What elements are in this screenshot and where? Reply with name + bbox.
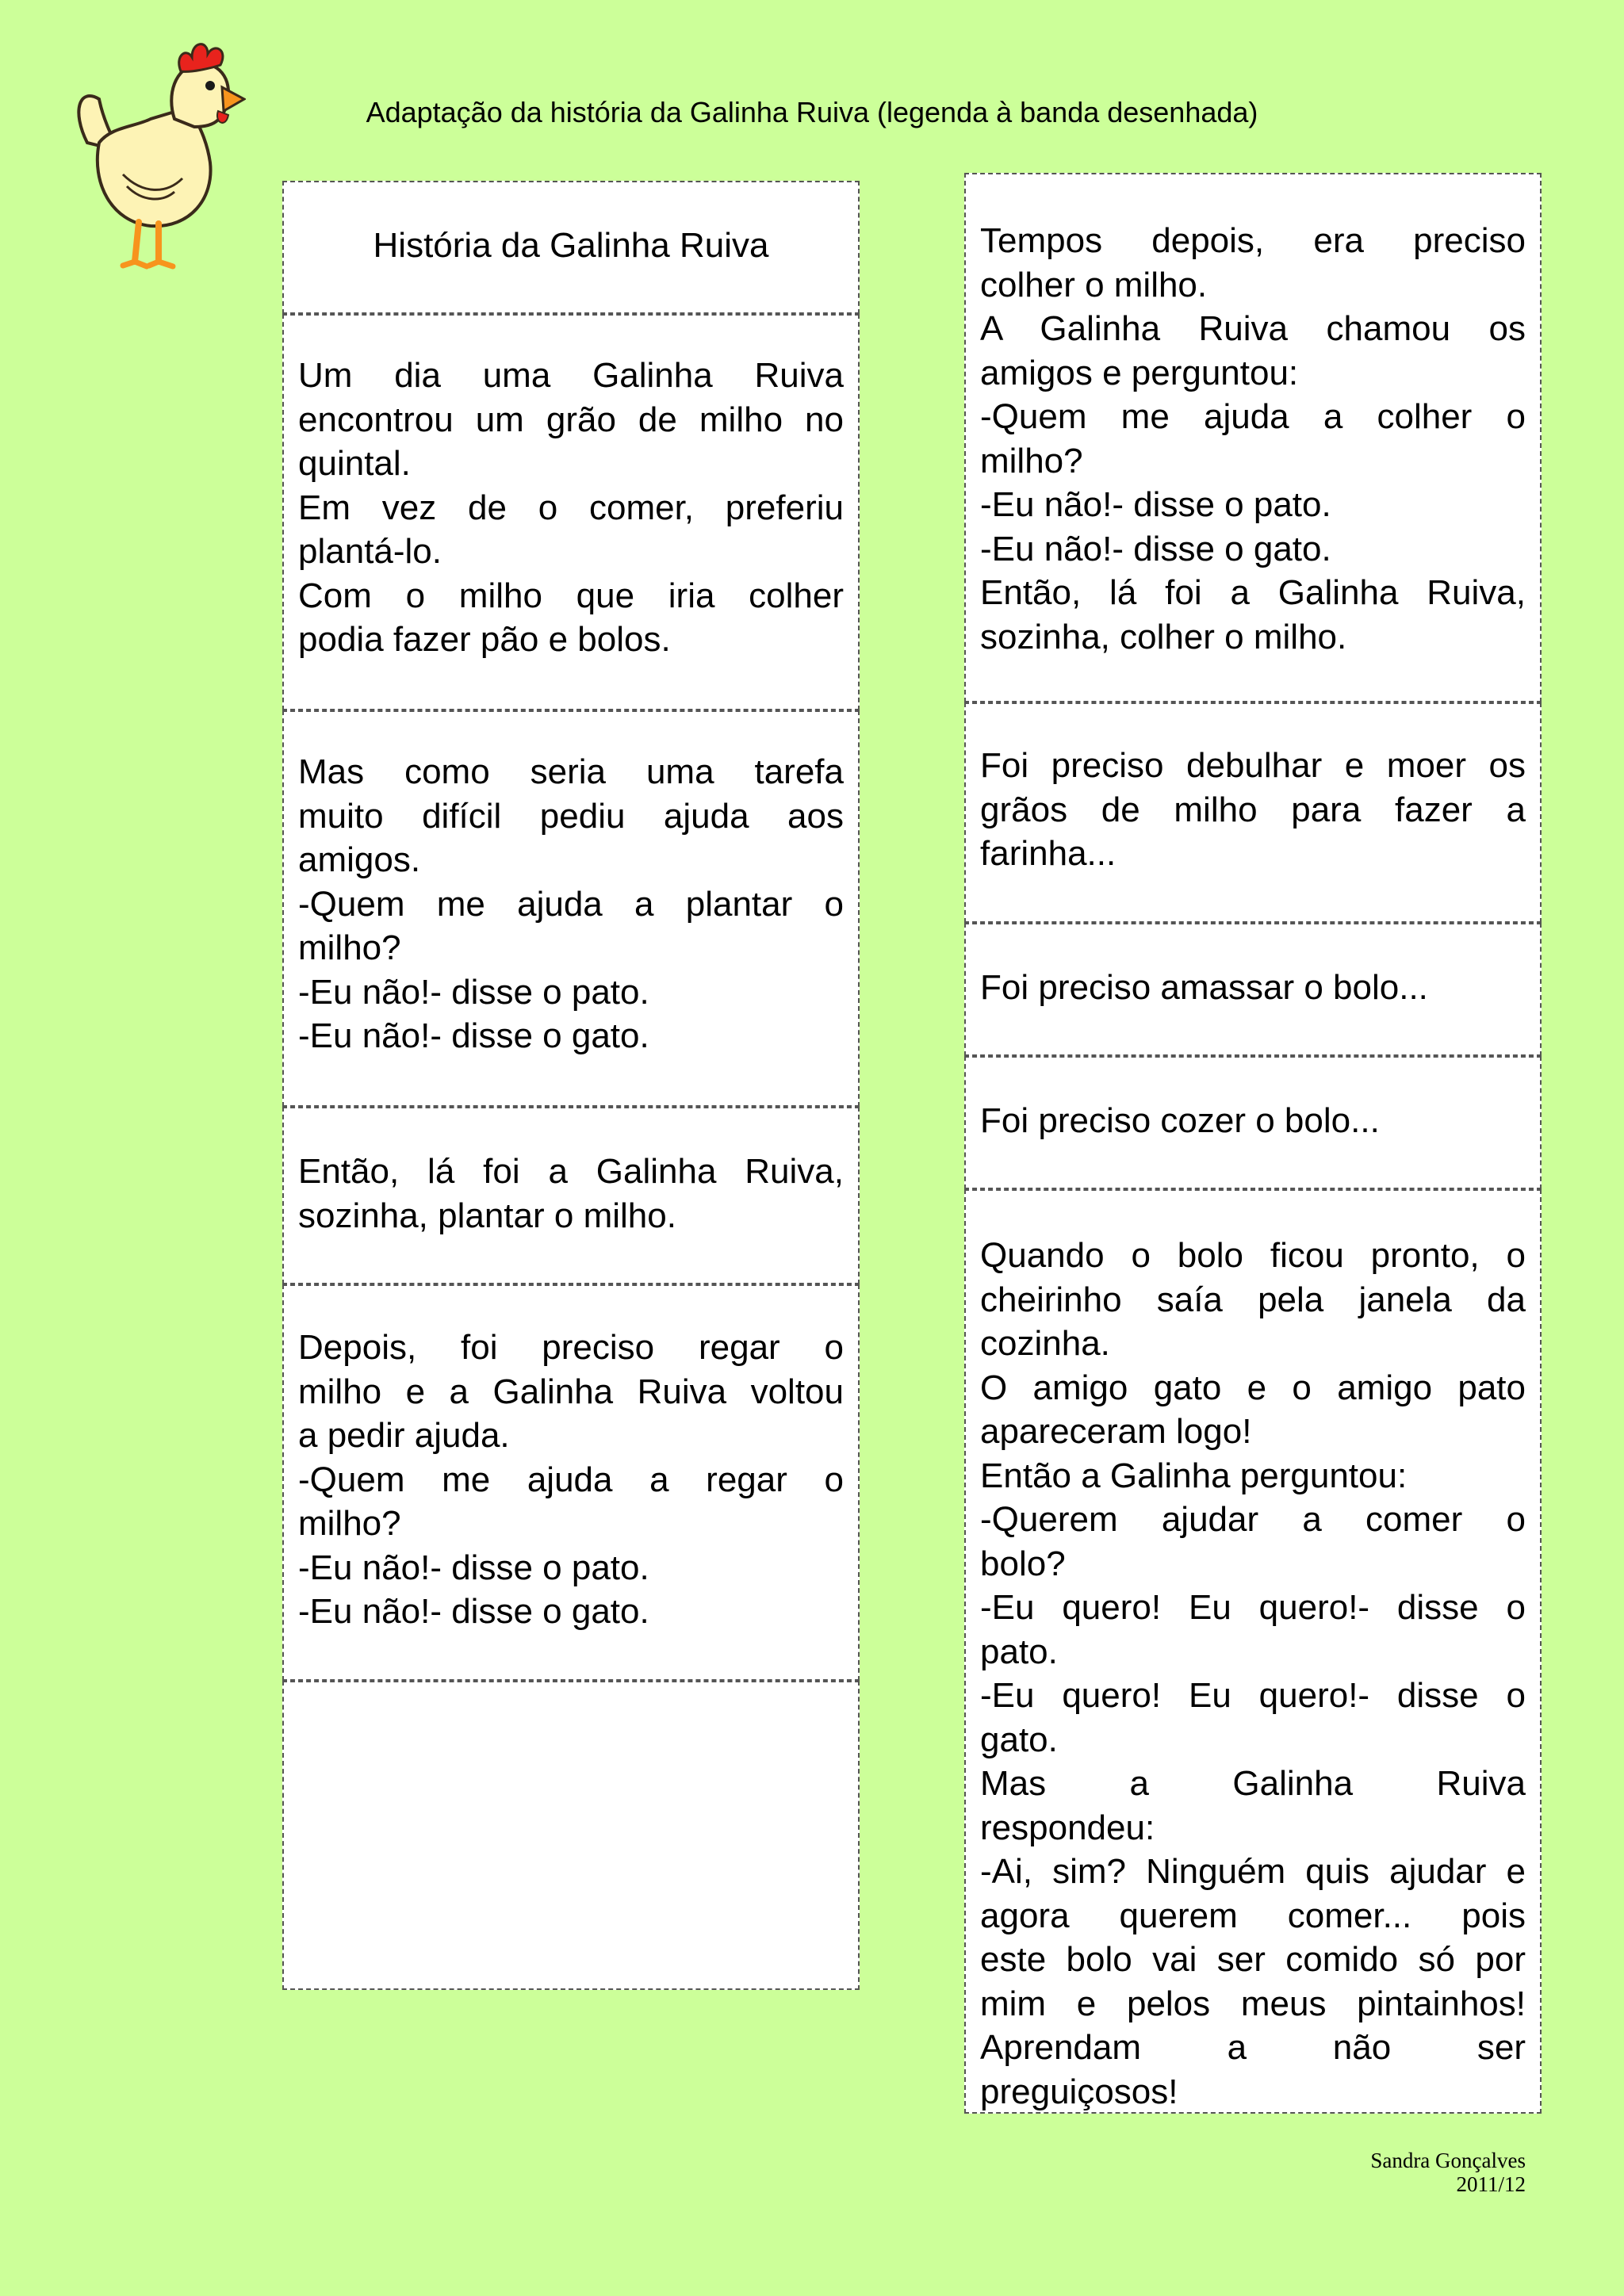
panel-text [298,354,844,662]
signature [1370,2149,1526,2196]
page-title: Adaptação da história da Galinha Ruiva (legenda à banda desenhada) [366,96,1258,128]
panel-line: -Eu não!- disse o gato. [980,529,1331,568]
panel-line: agora querem comer... pois [980,1896,1526,1935]
panel-line: -Eu quero! Eu quero!- disse o [980,1588,1526,1627]
date: 2011/12 [1456,2172,1526,2196]
panel-line: Foi preciso debulhar e moer os [980,746,1526,785]
panel-story-7 [964,923,1542,1056]
panel-line: milho? [298,928,401,967]
panel-line: -Eu não!- disse o pato. [980,485,1331,524]
panel-line: amigos e perguntou: [980,353,1299,392]
panel-line: quintal. [298,444,411,483]
panel-text [980,1234,1526,2114]
panel-line: Quando o bolo ficou pronto, o [980,1236,1526,1275]
panel-story-8 [964,1056,1542,1189]
panel-line: apareceram logo! [980,1412,1252,1451]
panel-text [980,1099,1526,1143]
panel-line: gato. [980,1720,1058,1759]
panel-line: Com o milho que iria colher [298,576,844,615]
panel-text [980,219,1526,659]
panel-line: preguiçosos! [980,2072,1178,2111]
panel-story-5 [964,173,1542,702]
panel-line: Tempos depois, era preciso [980,221,1526,260]
panel-line: Então a Galinha perguntou: [980,1456,1408,1495]
panel-line: cheirinho saía pela janela da [980,1280,1526,1319]
panel-line: muito difícil pediu ajuda aos [298,796,844,836]
panel-text [298,1150,844,1238]
panel-line: -Quem me ajuda a plantar o [298,884,844,924]
panel-line: História da Galinha Ruiva [373,226,769,265]
panel-line: Mas a Galinha Ruiva [980,1764,1526,1803]
panel-line: Então, lá foi a Galinha Ruiva, [298,1152,844,1191]
hen-icon [56,24,246,277]
panel-line: O amigo gato e o amigo pato [980,1368,1526,1407]
panel-line: Um dia uma Galinha Ruiva [298,356,844,395]
panel-line: Então, lá foi a Galinha Ruiva, [980,573,1526,612]
panel-line: podia fazer pão e bolos. [298,620,671,659]
panel-line: Depois, foi preciso regar o [298,1328,844,1367]
panel-line: Aprendam a não ser [980,2028,1526,2067]
panel-story-3 [282,1107,860,1284]
panel-line: -Eu não!- disse o pato. [298,972,649,1012]
panel-empty [282,1681,860,1990]
panel-story-6 [964,702,1542,923]
panel-text [980,744,1526,876]
panel-line: respondeu: [980,1808,1155,1847]
panel-line: -Ai, sim? Ninguém quis ajudar e [980,1852,1526,1891]
panel-story-4 [282,1284,860,1681]
author-name: Sandra Gonçalves [1370,2149,1526,2172]
panel-story-2 [282,710,860,1107]
panel-line: -Eu não!- disse o gato. [298,1016,649,1055]
panel-line: -Querem ajudar a comer o [980,1500,1526,1539]
panel-line: este bolo vai ser comido só por [980,1940,1526,1979]
panel-line: colher o milho. [980,265,1208,304]
panel-line: -Eu não!- disse o gato. [298,1592,649,1631]
panel-line: farinha... [980,834,1116,873]
panel-story-1 [282,314,860,710]
panel-line: Foi preciso amassar o bolo... [980,968,1428,1007]
panel-title [282,181,860,314]
panel-line: bolo? [980,1544,1066,1583]
panel-line: plantá-lo. [298,532,442,571]
panel-line: -Eu não!- disse o pato. [298,1548,649,1587]
panel-story-9 [964,1189,1542,2114]
panel-line: milho? [298,1504,401,1543]
panel-text [980,966,1526,1010]
panel-line: a pedir ajuda. [298,1416,510,1455]
panel-text [298,750,844,1058]
panel-line: milho e a Galinha Ruiva voltou [298,1372,844,1411]
panel-line: amigos. [298,840,421,879]
panel-line: sozinha, plantar o milho. [298,1196,676,1235]
panel-line: Mas como seria uma tarefa [298,752,844,791]
panel-line: A Galinha Ruiva chamou os [980,309,1526,348]
panel-line: -Eu quero! Eu quero!- disse o [980,1676,1526,1715]
panel-line: -Quem me ajuda a regar o [298,1460,844,1499]
panel-line: pato. [980,1632,1058,1671]
panel-line: milho? [980,441,1083,480]
panel-text [298,1326,844,1634]
panel-line: -Quem me ajuda a colher o [980,397,1526,436]
panel-text [298,224,844,268]
panel-line: Em vez de o comer, preferiu [298,488,844,527]
panel-line: Foi preciso cozer o bolo... [980,1101,1380,1140]
panel-line: cozinha. [980,1324,1110,1363]
panel-line: grãos de milho para fazer a [980,790,1526,829]
panel-line: encontrou um grão de milho no [298,400,844,439]
panel-line: sozinha, colher o milho. [980,617,1347,656]
panel-line: mim e pelos meus pintainhos! [980,1984,1526,2023]
